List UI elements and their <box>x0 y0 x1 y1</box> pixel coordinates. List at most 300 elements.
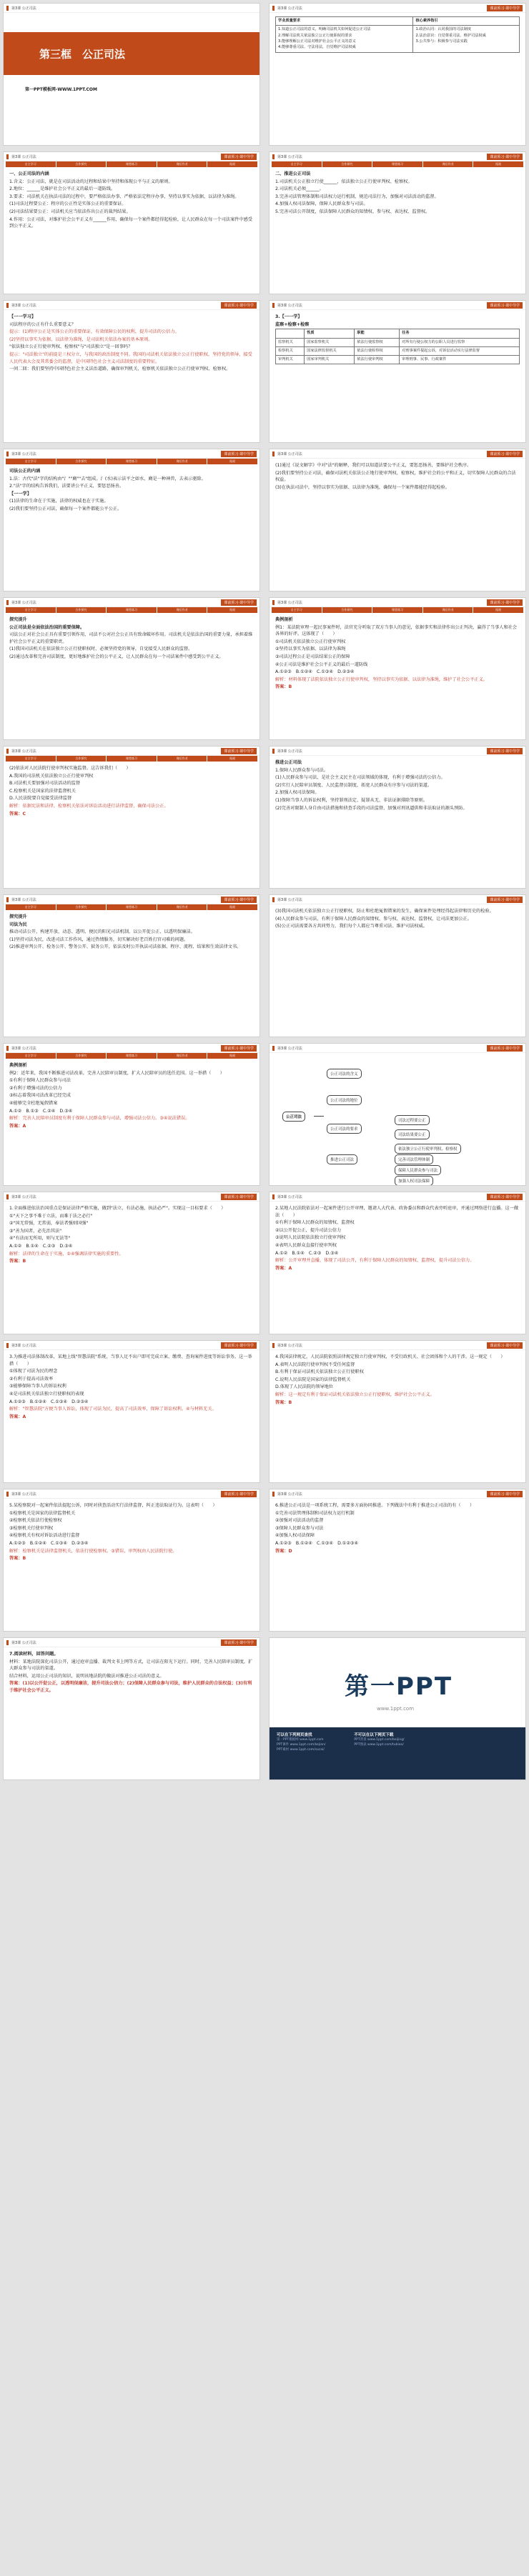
tab-item[interactable]: 课堂练习 <box>372 161 422 167</box>
chapter-label: 第3课 公正司法 <box>11 600 36 605</box>
mindmap-sub: 完善司法管理体制 <box>395 1154 433 1164</box>
answer-line: 答案：B <box>275 684 292 690</box>
slide-7[interactable] <box>3 449 260 591</box>
slide-15[interactable] <box>3 1043 260 1186</box>
question-line: 例2：近年来，我国不断推进司法改革，完善人民陪审员制度，扩大人民陪审员的选任范围。这一举措（ ） <box>9 1070 224 1076</box>
tab-bar <box>4 161 259 167</box>
section-heading: 典例剖析 <box>275 617 293 622</box>
cell: 依法行使审判权 <box>355 356 400 364</box>
header-mark <box>6 1046 9 1051</box>
tab-item[interactable]: 课堂练习 <box>372 607 422 613</box>
slide-11[interactable] <box>3 746 260 889</box>
header-mark <box>6 1640 9 1645</box>
option-line: ②以公开促公正，提升司法公信力 <box>275 1227 342 1233</box>
slide-end[interactable] <box>269 1637 526 1780</box>
question-line: 3.为推进司法体制改革，某地上线"智慧法院"系统，当事人足不出户即可完成立案、缴费、查询案件进度等诉讼事务。这一举措（ ） <box>9 1354 252 1367</box>
header-mark <box>6 1492 9 1497</box>
footer-title: 不可以在以下网页下载 <box>354 1733 394 1737</box>
header-tag: 课前预习·课中导学 <box>487 1342 523 1349</box>
option-line: ③能够保障当事人的诉讼权利 <box>9 1384 66 1389</box>
right-line: 3.公共参与：积极参与司法实践 <box>415 39 468 44</box>
option-line: ①检察机关是国家的法律监督机关 <box>9 1510 76 1516</box>
answer-line: 答案：D <box>275 1548 292 1554</box>
cell: 国家审判机关 <box>305 356 355 364</box>
tab-item[interactable]: 课堂练习 <box>107 1053 157 1059</box>
tab-item[interactable]: 拓展 <box>207 459 257 464</box>
left-line: 3.能够理解公正司法对维护社会公平正义的意义 <box>278 39 356 44</box>
option-line: ③检察机关行使审判权 <box>9 1525 54 1531</box>
header-mark <box>6 154 9 159</box>
col-head: 职能 <box>355 329 400 338</box>
hint-line: 提示：(1)程序公正是实体公正的重要保证，有效保障公民的权利，提升司法的公信力。 <box>9 329 179 335</box>
tab-item[interactable]: 自主学习 <box>6 459 56 464</box>
chapter-label: 第3课 公正司法 <box>11 749 36 754</box>
text-line: (5)公正司法需要各方共同努力，我们每个人都应当尊重司法、维护司法权威。 <box>275 924 427 929</box>
slide-header <box>4 1192 259 1202</box>
question-line: (2)依法对人民法院行使审判权实施监督。这告诉我们（ ） <box>9 766 131 771</box>
slide-header <box>270 4 525 13</box>
text-line: 2.加强人权司法保障。 <box>275 790 320 796</box>
option-line: ①"天下之事不难于立法，而难于法之必行" <box>9 1213 93 1219</box>
tab-item[interactable]: 自主学习 <box>6 1053 56 1059</box>
header-mark <box>6 303 9 308</box>
footer-link[interactable]: PPT素材 www.1ppt.com/sucai/ <box>277 1748 325 1752</box>
header-tag: 课前预习·课中导学 <box>221 451 257 457</box>
tab-item[interactable]: 课后作业 <box>157 607 207 613</box>
tab-item[interactable]: 合作探究 <box>56 607 107 613</box>
chapter-label: 第3课 公正司法 <box>277 1492 302 1497</box>
question-line: 2.某地人民法院依法对一起案件进行公开审理，邀请人大代表、政协委员和群众代表旁听庭审，并通过网络进行直播。这一做法（ ） <box>275 1206 519 1218</box>
table-row <box>276 356 520 364</box>
slide-title[interactable] <box>3 3 260 146</box>
header-tag: 课前预习·课中导学 <box>487 1045 523 1052</box>
header-tag: 课前预习·课中导学 <box>487 897 523 903</box>
page-subtitle: 第一PPT模板网-WWW.1PPT.COM <box>25 87 97 92</box>
header-mark <box>272 154 275 159</box>
header-mark <box>272 749 275 754</box>
mindmap-node: 公正司法的地位 <box>327 1095 362 1105</box>
question-line: 4.我国法律规定，人民法院依照法律规定独立行使审判权，不受行政机关、社会团体和个人的干涉。这一规定（ ） <box>275 1354 505 1359</box>
header-mark <box>6 451 9 456</box>
answer-line: 答案：B <box>9 1259 26 1264</box>
text-line: 5.完善司法公开制度，依法保障人民群众的知情权、参与权、表达权、监督权。 <box>275 209 430 215</box>
footer-link[interactable]: 第一PPT模板网 www.1ppt.com <box>277 1738 324 1742</box>
text-line: 3.完善司法管理体制和司法权力运行机制，规范司法行为，加强对司法活动的监督。 <box>275 194 439 199</box>
slide-header <box>4 152 259 161</box>
cell: 对所有行使公权力的公职人员进行监察 <box>400 338 520 346</box>
chapter-label: 第3课 公正司法 <box>11 1194 36 1199</box>
analysis-line: 解析：检察机关是法律监督机关，依法行使检察权。③错误，审判权由人民法院行使。 <box>9 1548 177 1554</box>
tab-bar <box>4 459 259 464</box>
choice-line: A.①②③ B.①②④ C.①③④ D.②③④ <box>9 1541 89 1547</box>
slide-17[interactable] <box>3 1192 260 1334</box>
slide-4[interactable] <box>269 151 526 294</box>
chapter-label: 第3课 公正司法 <box>11 451 36 456</box>
header-mark <box>272 1343 275 1348</box>
text-line: (1)人民群众参与司法，是社会主义民主在司法领域的体现，有利于增强司法的公信力。 <box>275 775 445 781</box>
question-line: 5.某检察院对一起案件依法提起公诉，同时对侦查活动实行法律监督，纠正违法取证行为。这表明（ ） <box>9 1503 217 1508</box>
slide-21[interactable] <box>3 1489 260 1632</box>
slide-12[interactable] <box>269 746 526 889</box>
option-line: ②有利于提高司法效率 <box>9 1376 54 1382</box>
header-mark <box>272 451 275 456</box>
chapter-label: 第3课 公正司法 <box>277 1194 302 1199</box>
requirements-table <box>275 16 520 53</box>
chapter-label: 第3课 公正司法 <box>277 1046 302 1051</box>
choice-line: A.①②③ B.①②④ C.①③④ D.②③④ <box>9 1399 89 1404</box>
footer-link[interactable]: PPT课件 www.1ppt.com/kejian/ <box>277 1743 326 1747</box>
analysis-line: 解析：公开审理并直播，体现了司法公开，有利于保障人民群众的知情权、监督权，提升司法公信力。 <box>275 1258 475 1264</box>
header-tag: 课前预习·课中导学 <box>487 748 523 754</box>
text-line: 4.加强人权司法保障，保障人民群众参与司法。 <box>275 201 368 207</box>
option-line: ④表明人民群众直接行使审判权 <box>275 1243 337 1249</box>
text-line: 1.法：古代"法"字的结构由"氵""廌""去"组成。氵(水)表示法平之如水，廌是一种神兽，去表示驱除。 <box>9 476 206 481</box>
option-line: D.人民法院要自觉接受法律监督 <box>9 796 72 802</box>
organ-table <box>275 329 520 364</box>
tab-item[interactable]: 课后作业 <box>157 1053 207 1059</box>
option-line: ②加强对司法活动的监督 <box>275 1518 324 1524</box>
answer-line: 答案：A <box>275 1265 292 1271</box>
tab-item[interactable]: 课后作业 <box>157 161 207 167</box>
tab-bar <box>4 607 259 613</box>
slide-header <box>4 598 259 607</box>
option-line: ②坚持以事实为依据、以法律为准绳 <box>275 647 346 652</box>
slide-13[interactable] <box>3 894 260 1037</box>
tab-item[interactable]: 课堂练习 <box>107 607 157 613</box>
slide-header <box>4 449 259 459</box>
analysis-line: 解析：这一规定有利于保证司法机关依法独立公正行使职权，维护社会公平正义。 <box>275 1392 435 1398</box>
header-tag: 课前预习·课中导学 <box>221 302 257 309</box>
footer-title: 可以在下列网页查找 <box>277 1733 312 1737</box>
tab-item[interactable]: 拓展 <box>207 1053 257 1059</box>
right-line: 1.政治认同：认同我国的司法制度 <box>415 27 472 32</box>
section-heading: 二、推进公正司法 <box>275 171 311 176</box>
text-line: (2)我们要坚持公正司法，确保每一个案件都能公平公正。 <box>9 506 122 512</box>
section-subheading: 监察+检察+检察 <box>275 321 310 327</box>
tab-item[interactable]: 自主学习 <box>272 161 322 167</box>
option-line: B.司法机关要加强对司法活动的监督 <box>9 781 81 787</box>
tab-bar <box>4 1053 259 1059</box>
choice-line: A.①②③ B.①②④ C.①③④ D.②③④ <box>275 669 355 675</box>
table-head-right: 核心素养指引 <box>413 17 520 26</box>
header-tag: 课前预习·课中导学 <box>487 302 523 309</box>
slide-2[interactable] <box>269 3 526 146</box>
slide-header <box>4 301 259 310</box>
chapter-label: 第3课 公正司法 <box>11 1640 36 1645</box>
tab-item[interactable]: 课堂练习 <box>107 459 157 464</box>
header-tag: 课前预习·课中导学 <box>487 451 523 457</box>
text-line: 一问二回：我们要坚持中国特色社会主义法治道路，确保审判机关、检察机关依法独立公正行使审判权、检察权。 <box>9 366 231 372</box>
header-mark <box>272 1046 275 1051</box>
slide-header <box>270 598 525 607</box>
table-head-left: 学业质量要求 <box>276 17 413 26</box>
question-line: 1.全面推进依法治国重点是保证法律严格实施，做到"法立，有法必施，执法必严"。实现这一目标要求（ ） <box>9 1206 226 1211</box>
text-line: (2)司法结果要公正：司法机关应当依法作出公正的裁判结果。 <box>9 209 131 215</box>
tab-bar <box>270 607 525 613</box>
option-line: D.体现了人民法院的领导地位 <box>275 1384 333 1390</box>
chapter-label: 第3课 公正司法 <box>11 6 36 11</box>
tab-item[interactable]: 自主学习 <box>6 161 56 167</box>
tab-item[interactable]: 课堂练习 <box>107 904 157 910</box>
cell: 检察机关 <box>276 346 305 355</box>
header-mark <box>272 6 275 11</box>
text-line: (1)保障当事人的诉讼权利，坚持罪刑法定、疑罪从无、非法证据排除等原则。 <box>275 798 427 804</box>
option-line: ①有利于保障人民群众参与司法 <box>9 1078 71 1084</box>
tab-item[interactable]: 自主学习 <box>6 607 56 613</box>
tab-bar <box>270 161 525 167</box>
slide-20[interactable] <box>269 1340 526 1483</box>
text-line: (1)通过《说文解字》中对"法"的解释，我们可以知道法要公平正义，要惩恶扬善，要维护社会秩序。 <box>275 463 472 468</box>
answer-line: 答案：(1)以公开促公正，以透明保廉洁，提升司法公信力；(2)保障人民群众参与司法，维护人民群众的合法权益；(3)有利于维护社会公平正义。 <box>9 1681 252 1694</box>
slide-23[interactable] <box>3 1637 260 1780</box>
tab-item[interactable]: 拓展 <box>207 161 257 167</box>
text-line: 1.含义：公正司法，就是在司法活动的过程和结果中坚持和体现公平与正义的原则。 <box>9 179 173 184</box>
answer-line: 答案：B <box>9 1556 26 1562</box>
option-line: ④"有法而无所用，则与无法等" <box>9 1236 71 1242</box>
header-tag: 课前预习·课中导学 <box>487 154 523 160</box>
tab-item[interactable]: 合作探究 <box>56 161 107 167</box>
footer-bar <box>270 1727 526 1780</box>
question-line: 6.推进公正司法是一项系统工程，需要多方面协同推进。下列做法中有利于推进公正司法的有（ ） <box>275 1503 475 1508</box>
option-line: ②"国无常强，无常弱，奉法者强则国强" <box>9 1221 89 1227</box>
slide-header <box>270 1489 525 1499</box>
section-heading: 一、公正司法的内涵 <box>9 171 49 176</box>
tab-item[interactable]: 拓展 <box>207 904 257 910</box>
option-line: ③保障人民群众参与司法 <box>275 1525 324 1531</box>
header-tag: 课前预习·课中导学 <box>221 1491 257 1497</box>
header-tag: 课前预习·课中导学 <box>221 748 257 754</box>
option-line: A.表明人民法院行使审判权不受任何监督 <box>275 1362 355 1367</box>
chapter-label: 第3课 公正司法 <box>11 154 36 159</box>
tab-item[interactable]: 合作探究 <box>56 904 107 910</box>
header-tag: 课前预习·课中导学 <box>487 1491 523 1497</box>
text-line: 2."法"字的结构告诉我们，法要讲公平正义，要惩恶扬善。 <box>9 484 124 489</box>
slide-header <box>270 1341 525 1350</box>
text-line: 2.地位：______是维护社会公平正义的最后一道防线。 <box>9 186 116 192</box>
text-line: (1)法律的生命在于实施，法律的权威也在于实施。 <box>9 499 109 504</box>
page-title: 第三框 公正司法 <box>39 48 126 61</box>
option-line: ①有利于保障人民群众的知情权、监督权 <box>275 1220 355 1226</box>
chapter-label: 第3课 公正司法 <box>277 897 302 902</box>
mindmap-center: 公正司法 <box>282 1112 305 1122</box>
left-line: 1.知道公正司法的意义，明确司法机关如何促进公正司法 <box>278 27 371 32</box>
header-mark <box>6 749 9 754</box>
header-tag: 课前预习·课中导学 <box>221 897 257 903</box>
option-line: C.检察机关是国家的法律监督机关 <box>9 788 76 794</box>
slide-header <box>270 152 525 161</box>
slide-header <box>4 4 259 13</box>
tab-item[interactable]: 自主学习 <box>6 756 56 762</box>
header-tag: 课前预习·课中导学 <box>487 599 523 606</box>
chapter-label: 第3课 公正司法 <box>277 749 302 754</box>
option-line: ③司法过程公正是司法结果公正的保障 <box>275 654 350 660</box>
chapter-label: 第3课 公正司法 <box>277 1343 302 1348</box>
mindmap-node: 推进公正司法 <box>327 1154 357 1164</box>
tab-item[interactable]: 课后作业 <box>423 161 473 167</box>
hint-line: (2)坚持以事实为依据、以法律为准绳，是司法机关依法办案的基本原则。 <box>9 336 153 342</box>
option-line: ①体现了司法为民的理念 <box>9 1369 58 1374</box>
slide-18[interactable] <box>269 1192 526 1334</box>
option-line: ④是司法机关依法独立行使职权的表现 <box>9 1392 84 1397</box>
slide-19[interactable] <box>3 1340 260 1483</box>
right-line: 2.法治意识：自觉尊重司法、维护司法权威 <box>415 33 486 38</box>
col-head: 任务 <box>400 329 520 338</box>
choice-line: A.①②③ B.①②④ C.①③④ D.①②③④ <box>275 1541 358 1547</box>
tab-item[interactable]: 拓展 <box>473 607 523 613</box>
option-line: ②检察机关依法行使检察权 <box>9 1518 62 1524</box>
brand-logo: 第一PPT <box>345 1672 453 1701</box>
mindmap-sub: 加强人权司法保障 <box>395 1176 433 1186</box>
answer-line: 答案：C <box>9 811 26 817</box>
slide-22[interactable] <box>269 1489 526 1632</box>
text-line: 1.保障人民群众参与司法。 <box>275 767 328 773</box>
slide-header <box>4 1638 259 1647</box>
text-line: 4.作用：公正司法，对维护社会公平正义有______作用，确保每一个案件都经得起检验，让人民群众在每一个司法案件中感受到公平正义。 <box>9 216 253 229</box>
tab-bar <box>4 904 259 910</box>
option-line: ④公正司法是维护社会公平正义的最后一道防线 <box>275 662 368 667</box>
slide-header <box>270 1192 525 1202</box>
header-mark <box>272 600 275 605</box>
hint-line: 提示："司法独立"的前提是三权分立，与我国的政治制度不同。我国的司法机关依法独立公正行使职权，坚持党的领导，接受人民代表大会及其常委会的监督，是中国特色社会主义司法制度的重要特征。 <box>9 352 252 364</box>
text-line: (1)我国司法机关在依法独立公正行使职权时，必须坚持党的领导，自觉接受人民群众的监督。 <box>9 647 193 652</box>
chapter-label: 第3课 公正司法 <box>277 451 302 456</box>
header-mark <box>272 1194 275 1199</box>
header-mark <box>6 1194 9 1199</box>
text-line: (2)我们要坚持公正司法，确保司法机关依法公正地行使审判权、检察权，维护社会的公平和正义，切实保障人民群众的合法权益。 <box>275 470 516 483</box>
option-line: A.我国的司法机关依法独立公正行使审判权 <box>9 773 94 779</box>
material-line: 材料：某地法院深化司法公开，通过庭审直播、裁判文书上网等方式，让司法在阳光下运行。同时，完善人民陪审员制度，扩大群众参与司法的渠道。 <box>9 1659 253 1672</box>
slide-14[interactable] <box>269 894 526 1037</box>
tab-item[interactable]: 课堂练习 <box>107 756 157 762</box>
option-line: B.有利于保证司法机关依法独立公正行使职权 <box>275 1369 364 1375</box>
question-line: 结合材料，运用公正司法的知识，说明该地法院的做法对推进公正司法的意义。 <box>9 1673 164 1679</box>
slide-header <box>270 1044 525 1053</box>
cell: 审理刑事、民事、行政案件 <box>400 356 520 364</box>
header-tag: 课前预习·课中导学 <box>221 599 257 606</box>
question-line: "依法独立公正行使审判权、检察权"与"司法独立"是一回事吗？ <box>9 344 133 350</box>
question-line: 司法程序的公正有什么重要意义？ <box>9 321 76 327</box>
tab-item[interactable]: 课堂练习 <box>107 161 157 167</box>
table-row <box>276 338 520 346</box>
choice-line: A.①② B.①③ C.②④ D.③④ <box>9 1108 73 1114</box>
footer-link[interactable]: PPT背景 www.1ppt.com/beijing/ <box>354 1738 405 1742</box>
col-head: 性质 <box>305 329 355 338</box>
option-line: ④加强人权司法保障 <box>275 1533 315 1539</box>
answer-line: 答案：B <box>275 1399 292 1405</box>
analysis-line: 解析：依据宪法和法律，检察机关依法对诉讼活动进行法律监督，确保司法公正。 <box>9 804 169 809</box>
header-tag: 课前预习·课中导学 <box>221 1194 257 1200</box>
header-tag: 课前预习·课中导学 <box>221 1639 257 1646</box>
mindmap-sub: 依法独立公正行使审判权、检察权 <box>395 1144 461 1154</box>
slide-16-mindmap[interactable] <box>269 1043 526 1186</box>
chapter-label: 第3课 公正司法 <box>11 897 36 902</box>
tab-item[interactable]: 拓展 <box>473 161 523 167</box>
slide-8[interactable] <box>269 449 526 591</box>
tab-item[interactable]: 合作探究 <box>56 459 107 464</box>
header-tag: 课前预习·课中导学 <box>487 1194 523 1200</box>
header-mark <box>6 897 9 902</box>
analysis-line: 解析：完善人民陪审员制度有利于保障人民群众参与司法，增强司法公信力。③④说法错误。 <box>9 1116 190 1122</box>
tab-item[interactable]: 自主学习 <box>272 607 322 613</box>
slide-header <box>4 747 259 756</box>
section-subheading: 【一一学】 <box>9 491 31 496</box>
chapter-label: 第3课 公正司法 <box>277 303 302 308</box>
tab-item[interactable]: 合作探究 <box>56 756 107 762</box>
tab-item[interactable]: 拓展 <box>207 756 257 762</box>
answer-line: 答案：A <box>9 1123 26 1129</box>
option-line: ④能够完全杜绝冤假错案 <box>9 1101 58 1107</box>
option-line: ③说明人民法院依法独立行使审判权 <box>275 1235 346 1241</box>
section-heading: 典例剖析 <box>9 1063 27 1068</box>
slide-6[interactable] <box>269 300 526 443</box>
table-row <box>276 346 520 355</box>
tab-item[interactable]: 课后作业 <box>157 904 207 910</box>
mindmap-sub: 司法过程要公正 <box>395 1115 430 1125</box>
brand-url: www.1ppt.com <box>377 1706 415 1712</box>
header-tag: 课前预习·课中导学 <box>221 154 257 160</box>
slide-9[interactable] <box>3 597 260 740</box>
tab-item[interactable]: 自主学习 <box>6 904 56 910</box>
text-line: (1)司法过程要公正：程序的公正性是实体公正的重要保证。 <box>9 201 127 207</box>
left-line: 4.能够尊重司法、守法用法，自觉维护司法权威 <box>278 45 356 50</box>
tab-item[interactable]: 拓展 <box>207 607 257 613</box>
question-line: 7.阅读材料，回答问题。 <box>9 1652 59 1657</box>
header-mark <box>6 600 9 605</box>
slide-10[interactable] <box>269 597 526 740</box>
footer-link[interactable]: PPT图表 www.1ppt.com/tubiao/ <box>354 1743 404 1747</box>
slide-header <box>270 301 525 310</box>
text-line: (2)实行人民陪审员制度、人民监督员制度，拓宽人民群众有序参与司法的渠道。 <box>275 782 432 788</box>
tab-item[interactable]: 课后作业 <box>157 459 207 464</box>
footer-col-2 <box>354 1732 404 1753</box>
chapter-label: 第3课 公正司法 <box>11 1492 36 1497</box>
choice-line: A.①② B.①④ C.②③ D.③④ <box>275 1250 339 1256</box>
text-line: (4)人民群众参与司法，有利于保障人民群众的知情权、参与权、表达权、监督权，让司法更加公正。 <box>275 916 472 922</box>
text-line: (2)通过改革和完善司法制度，更好地维护社会的公平正义，让人民群众在每一个司法案件中感受到公平正义。 <box>9 654 224 660</box>
slide-header <box>4 1341 259 1350</box>
slide-3[interactable] <box>3 151 260 294</box>
tab-item[interactable]: 课后作业 <box>157 756 207 762</box>
analysis-line: 解析：法律的生命在于实施，①④强调法律实施的重要性。 <box>9 1251 124 1257</box>
section-heading: 推进公正司法 <box>275 760 302 765</box>
cell: 监察机关 <box>276 338 305 346</box>
text-line: 1.司法机关公正独立行使______，依法独立公正行使审判权、检察权。 <box>275 179 412 184</box>
mindmap-sub: 保障人民群众参与司法 <box>395 1165 441 1175</box>
tab-item[interactable]: 合作探究 <box>322 607 372 613</box>
left-cell <box>276 26 413 53</box>
text-line: 2.司法机关必须______。 <box>275 186 324 192</box>
analysis-line: 解析："智慧法院"方便当事人诉讼，体现了司法为民，提高了司法效率，保障了诉讼权利。④与材料无关。 <box>9 1407 217 1412</box>
tab-item[interactable]: 合作探究 <box>322 161 372 167</box>
right-cell <box>413 26 520 53</box>
choice-line: A.①② B.①④ C.②③ D.③④ <box>9 1244 73 1249</box>
header-tag: 课前预习·课中导学 <box>221 1045 257 1052</box>
option-line: ①完善司法管理体制和司法权力运行机制 <box>275 1510 355 1516</box>
tab-item[interactable]: 课后作业 <box>423 607 473 613</box>
option-line: ③标志着我国司法改革已经完成 <box>9 1093 71 1099</box>
text-line: 公正司法是全面依法治国的重要保障。 <box>9 624 85 630</box>
option-line: ③"善为国者，必先治其法" <box>9 1228 62 1234</box>
tab-item[interactable]: 合作探究 <box>56 1053 107 1059</box>
option-line: ①司法机关依法独立公正行使审判权 <box>275 639 346 644</box>
question-line: 例1：某法院审理一起民事案件时，法官充分听取了双方当事人的意见，依据事实和法律作出公正判决，赢得了当事人和社会各界的好评。这体现了（ ） <box>275 624 518 637</box>
text-line: (2)推进审判公开、检务公开、警务公开、狱务公开，依法及时公开执法司法依据、程序、流程、结果和生效法律文书。 <box>9 944 242 950</box>
slide-header <box>4 895 259 904</box>
mindmap-node: 公正司法的含义 <box>327 1069 362 1079</box>
option-line: C.说明人民法院是国家的法律监督机关 <box>275 1377 351 1382</box>
cell: 国家法律监督机关 <box>305 346 355 355</box>
slide-5[interactable] <box>3 300 260 443</box>
